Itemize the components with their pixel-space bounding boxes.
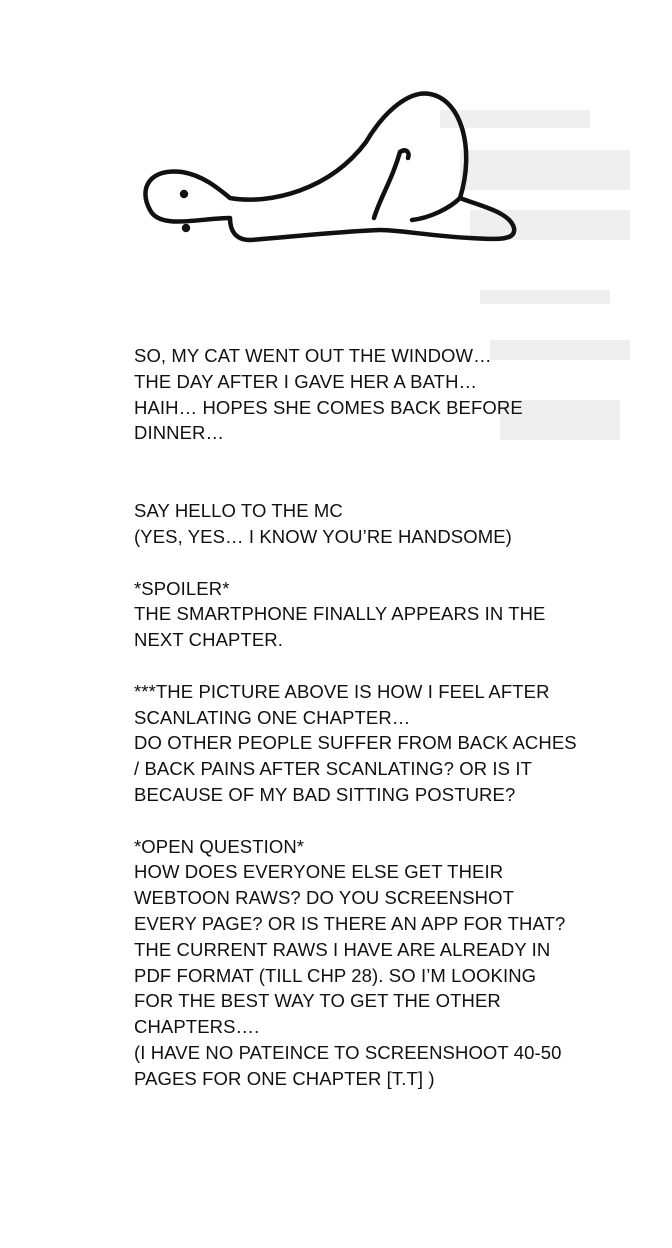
question-line: (I HAVE NO PATEINCE TO SCREENSHOOT 40-50 (134, 1041, 562, 1063)
picture-line: ***THE PICTURE ABOVE IS HOW I FEEL AFTER (134, 680, 550, 702)
spoiler-line: THE SMARTPHONE FINALLY APPEARS IN THE (134, 603, 546, 625)
spacer (134, 808, 614, 834)
question-line: PDF FORMAT (TILL CHP 28). SO I’M LOOKING (134, 964, 537, 986)
spoiler-paragraph (134, 576, 614, 653)
mc-line: SAY HELLO TO THE MC (134, 500, 343, 522)
question-line: CHAPTERS…. (134, 1016, 260, 1038)
question-line: FOR THE BEST WAY TO GET THE OTHER (134, 990, 501, 1012)
question-line: THE CURRENT RAWS I HAVE ARE ALREADY IN (134, 938, 551, 960)
question-line: EVERY PAGE? OR IS THERE AN APP FOR THAT? (134, 912, 566, 934)
picture-line: BECAUSE OF MY BAD SITTING POSTURE? (134, 783, 516, 805)
intro-line: HAIH… HOPES SHE COMES BACK BEFORE (134, 396, 523, 418)
figure-eye-top (180, 190, 188, 198)
spacer (134, 550, 614, 576)
figure-eye-bottom (182, 224, 190, 232)
picture-line: DO OTHER PEOPLE SUFFER FROM BACK ACHES (134, 732, 577, 754)
figure-leg (412, 198, 460, 220)
intro-line: SO, MY CAT WENT OUT THE WINDOW… (134, 345, 492, 366)
question-paragraph (134, 834, 614, 1092)
spacer (134, 653, 614, 679)
picture-line: SCANLATING ONE CHAPTER… (134, 706, 411, 728)
question-line: PAGES FOR ONE CHAPTER [T.T] ) (134, 1067, 435, 1089)
figure-arm (374, 152, 400, 218)
question-line: HOW DOES EVERYONE ELSE GET THEIR (134, 861, 504, 883)
intro-line: DINNER… (134, 422, 225, 444)
figure-outline (145, 93, 514, 240)
picture-line: / BACK PAINS AFTER SCANLATING? OR IS IT (134, 758, 532, 780)
question-line: WEBTOON RAWS? DO YOU SCREENSHOT (134, 887, 515, 909)
mc-paragraph (134, 498, 614, 550)
mc-line: (YES, YES… I KNOW YOU’RE HANDSOME) (134, 525, 512, 547)
intro-line: THE DAY AFTER I GAVE HER A BATH… (134, 370, 478, 392)
picture-paragraph (134, 679, 614, 808)
spoiler-line: NEXT CHAPTER. (134, 629, 283, 651)
intro-paragraph (134, 343, 614, 446)
spacer (134, 446, 614, 498)
question-line: *OPEN QUESTION* (134, 835, 305, 857)
bowing-figure-illustration (130, 80, 530, 260)
spoiler-line: *SPOILER* (134, 577, 230, 599)
translator-notes (134, 343, 614, 1092)
